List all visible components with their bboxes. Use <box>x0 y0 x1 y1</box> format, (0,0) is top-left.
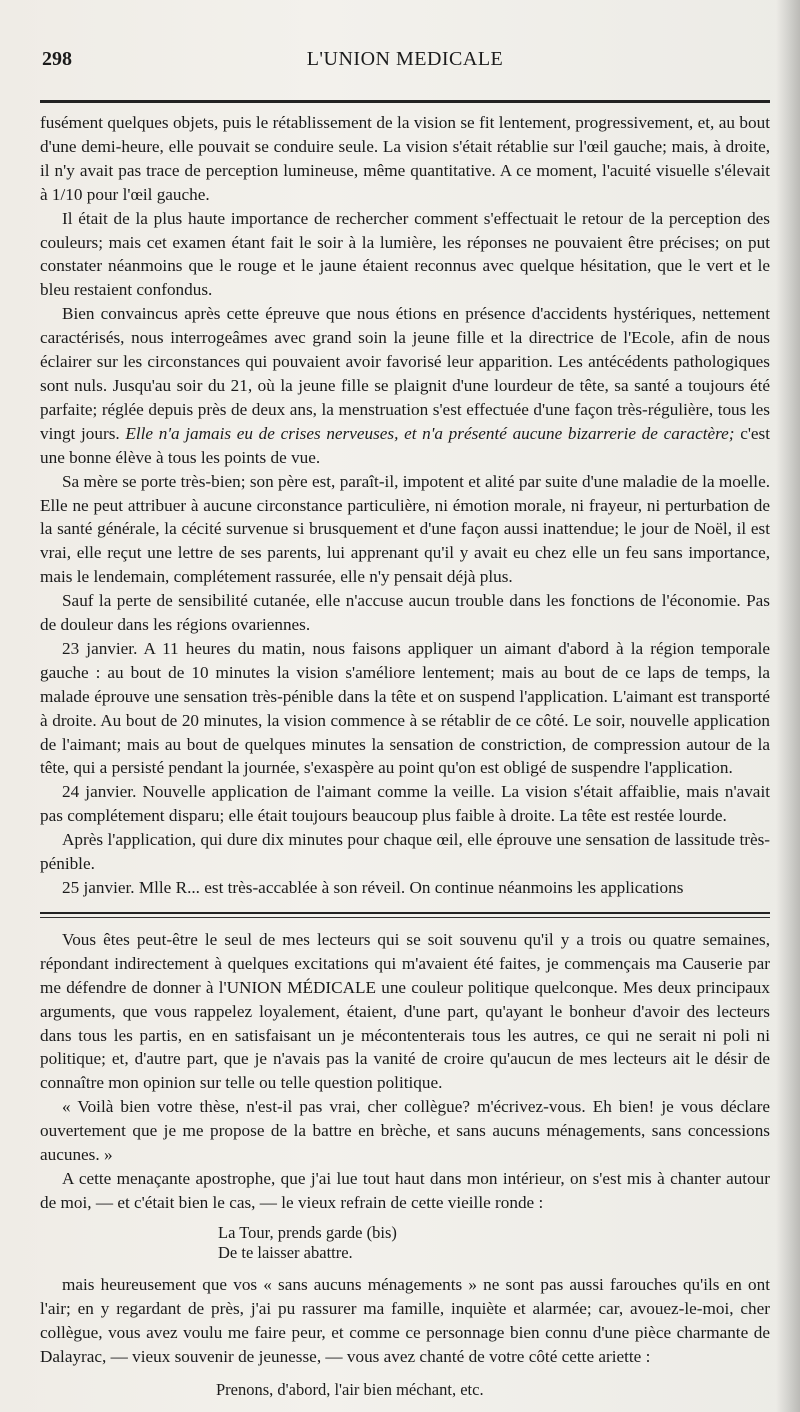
page-number: 298 <box>42 48 72 70</box>
article-body <box>40 111 770 900</box>
paragraph-text-end: c'est une bonne élève à tous les points de vue. <box>40 423 771 467</box>
feuilleton-paragraph: mais heureusement que vos « sans aucuns ménagements » ne sont pas aussi farouches qu'ils en ont l'air; en y regardant de près, j'ai pu rassurer ma famille, inquiète et alarmée; car, avouez-le-moi, cher collègue, vous avez voulu me faire peur, et comme ce personnage bien connu d'une pièce charmante de Dalayrac, — vieux souvenir de jeunesse, — vous avez chanté de votre côté cette ariette : <box>40 1274 770 1366</box>
article-paragraph: Sauf la perte de sensibilité cutanée, elle n'accuse aucun trouble dans les fonctions de l'économie. Pas de douleur dans les régions ovariennes. <box>40 591 770 635</box>
article-paragraph: 25 janvier. Mlle R... est très-accablée à son réveil. On continue néanmoins les applications <box>62 878 684 897</box>
header-rule <box>40 100 770 103</box>
article-paragraph: 23 janvier. A 11 heures du matin, nous faisons appliquer un aimant d'abord à la région temporale gauche : au bout de 10 minutes la vision s'améliore lentement; mais au bout de ce laps de temps, la malade éprouve une sensation très-pénible dans la tête et on suspend l'application. L'aimant est transporté à droite. Au bout de 20 minutes, la vision commence à se rétablir de ce côté. Le soir, nouvelle application de l'aimant; mais au bout de quelques minutes la sensation de constriction, de compression autour de la tête, qui a persisté pendant la journée, s'exaspère au point qu'on est obligé de suspendre l'application. <box>40 638 770 778</box>
article-paragraph-with-italic <box>40 302 770 469</box>
journal-title: L'UNION MEDICALE <box>306 48 504 70</box>
article-paragraph: 24 janvier. Nouvelle application de l'aimant comme la veille. La vision s'était affaiblie, mais n'avait pas complétement disparu; elle était toujours beaucoup plus faible à droite. La tête est restée lourde. <box>40 782 770 826</box>
article-paragraph: Il était de la plus haute importance de rechercher comment s'effectuait le retour de la perception des couleurs; mais cet examen étant fait le soir à la lumière, les réponses ne pouvaient être précises; on put constater néanmoins que le rouge et le jaune étaient reconnus avec quelque hésitation, que le vert et le bleu restaient confondus. <box>40 208 770 300</box>
feuilleton-separator <box>40 912 770 918</box>
article-paragraph: Après l'application, qui dure dix minutes pour chaque œil, elle éprouve une sensation de lassitude très-pénible. <box>40 830 770 874</box>
verse-block <box>218 1223 770 1263</box>
final-verse: Prenons, d'abord, l'air bien méchant, etc. <box>216 1380 484 1400</box>
feuilleton-paragraph: Vous êtes peut-être le seul de mes lecteurs qui se soit souvenu qu'il y a trois ou quatre semaines, répondant indirectement à quelques excitations qui m'avaient été faites, je commençais ma Causerie par me défendre de donner à l'UNION MÉDICALE une couleur politique quelconque. Mes deux principaux arguments, que vous rappelez loyalement, étaient, d'une part, qu'ayant le bonheur d'avoir des lecteurs dans tous les partis, en en satisfaisant un je mécontenterais tous les autres, ce qui ne serait ni poli ni politique; et, d'autre part, que je n'avais pas la vanité de croire qu'aucun de mes lecteurs ait le désir de connaître mon opinion sur telle ou telle question politique. <box>40 929 770 1093</box>
feuilleton-paragraph: A cette menaçante apostrophe, que j'ai lue tout haut dans mon intérieur, on s'est mis à chanter autour de moi, — et c'était bien le cas, — le vieux refrain de cette vieille ronde : <box>40 1168 770 1212</box>
page-header <box>40 48 770 80</box>
italic-phrase: Elle n'a jamais eu de crises nerveuses, et n'a présenté aucune bizarrerie de caractère; <box>125 423 735 443</box>
article-paragraph: fusément quelques objets, puis le rétablissement de la vision se fit lentement, progressivement, et, au bout d'une demi-heure, elle pouvait se conduire seule. La vision s'était rétablie sur l'œil gauche; mais, à droite, il n'y avait pas trace de perception lumineuse, même quantitative. A ce moment, l'acuité visuelle s'élevait à 1/10 pour l'œil gauche. <box>40 113 770 204</box>
verse-line: La Tour, prends garde (bis) <box>218 1222 397 1242</box>
article-paragraph: Sa mère se porte très-bien; son père est, paraît-il, impotent et alité par suite d'une maladie de la moelle. Elle ne peut attribuer à aucune circonstance particulière, ni émotion morale, ni frayeur, ni perturbation de la santé générale, la cécité survenue si brusquement et d'une façon aussi inattendue; le jour de Noël, il est vrai, elle reçut une lettre de ses parents, lui apprenant qu'il y avait eu chez elle un feu sans importance, mais le lendemain, complétement rassurée, elle n'y pensait déjà plus. <box>40 471 770 587</box>
paragraph-text: Bien convaincus après cette épreuve que nous étions en présence d'accidents hystériques, nettement caractérisés, nous interrogeâmes avec grand soin la jeune fille et la directrice de l'Ecole, afin de nous éclairer sur les circonstances qui pouvaient avoir favorisé leur apparition. Les antécédents pathologiques sont nuls. Jusqu'au soir du 21, où la jeune fille se plaignit d'une lourdeur de tête, sa santé a toujours été parfaite; réglée depuis près de deux ans, la menstruation s'est effectuée d'une façon très-régulière, tous les vingt jours. <box>40 304 770 443</box>
feuilleton-paragraph: « Voilà bien votre thèse, n'est-il pas vrai, cher collègue? m'écrivez-vous. Eh bien! je vous déclare ouvertement que je me propose de la battre en brèche, et sans aucuns ménagements, sans concessions aucunes. » <box>40 1097 770 1165</box>
verse-line: De te laisser abattre. <box>218 1242 353 1262</box>
feuilleton-section <box>40 928 770 1401</box>
